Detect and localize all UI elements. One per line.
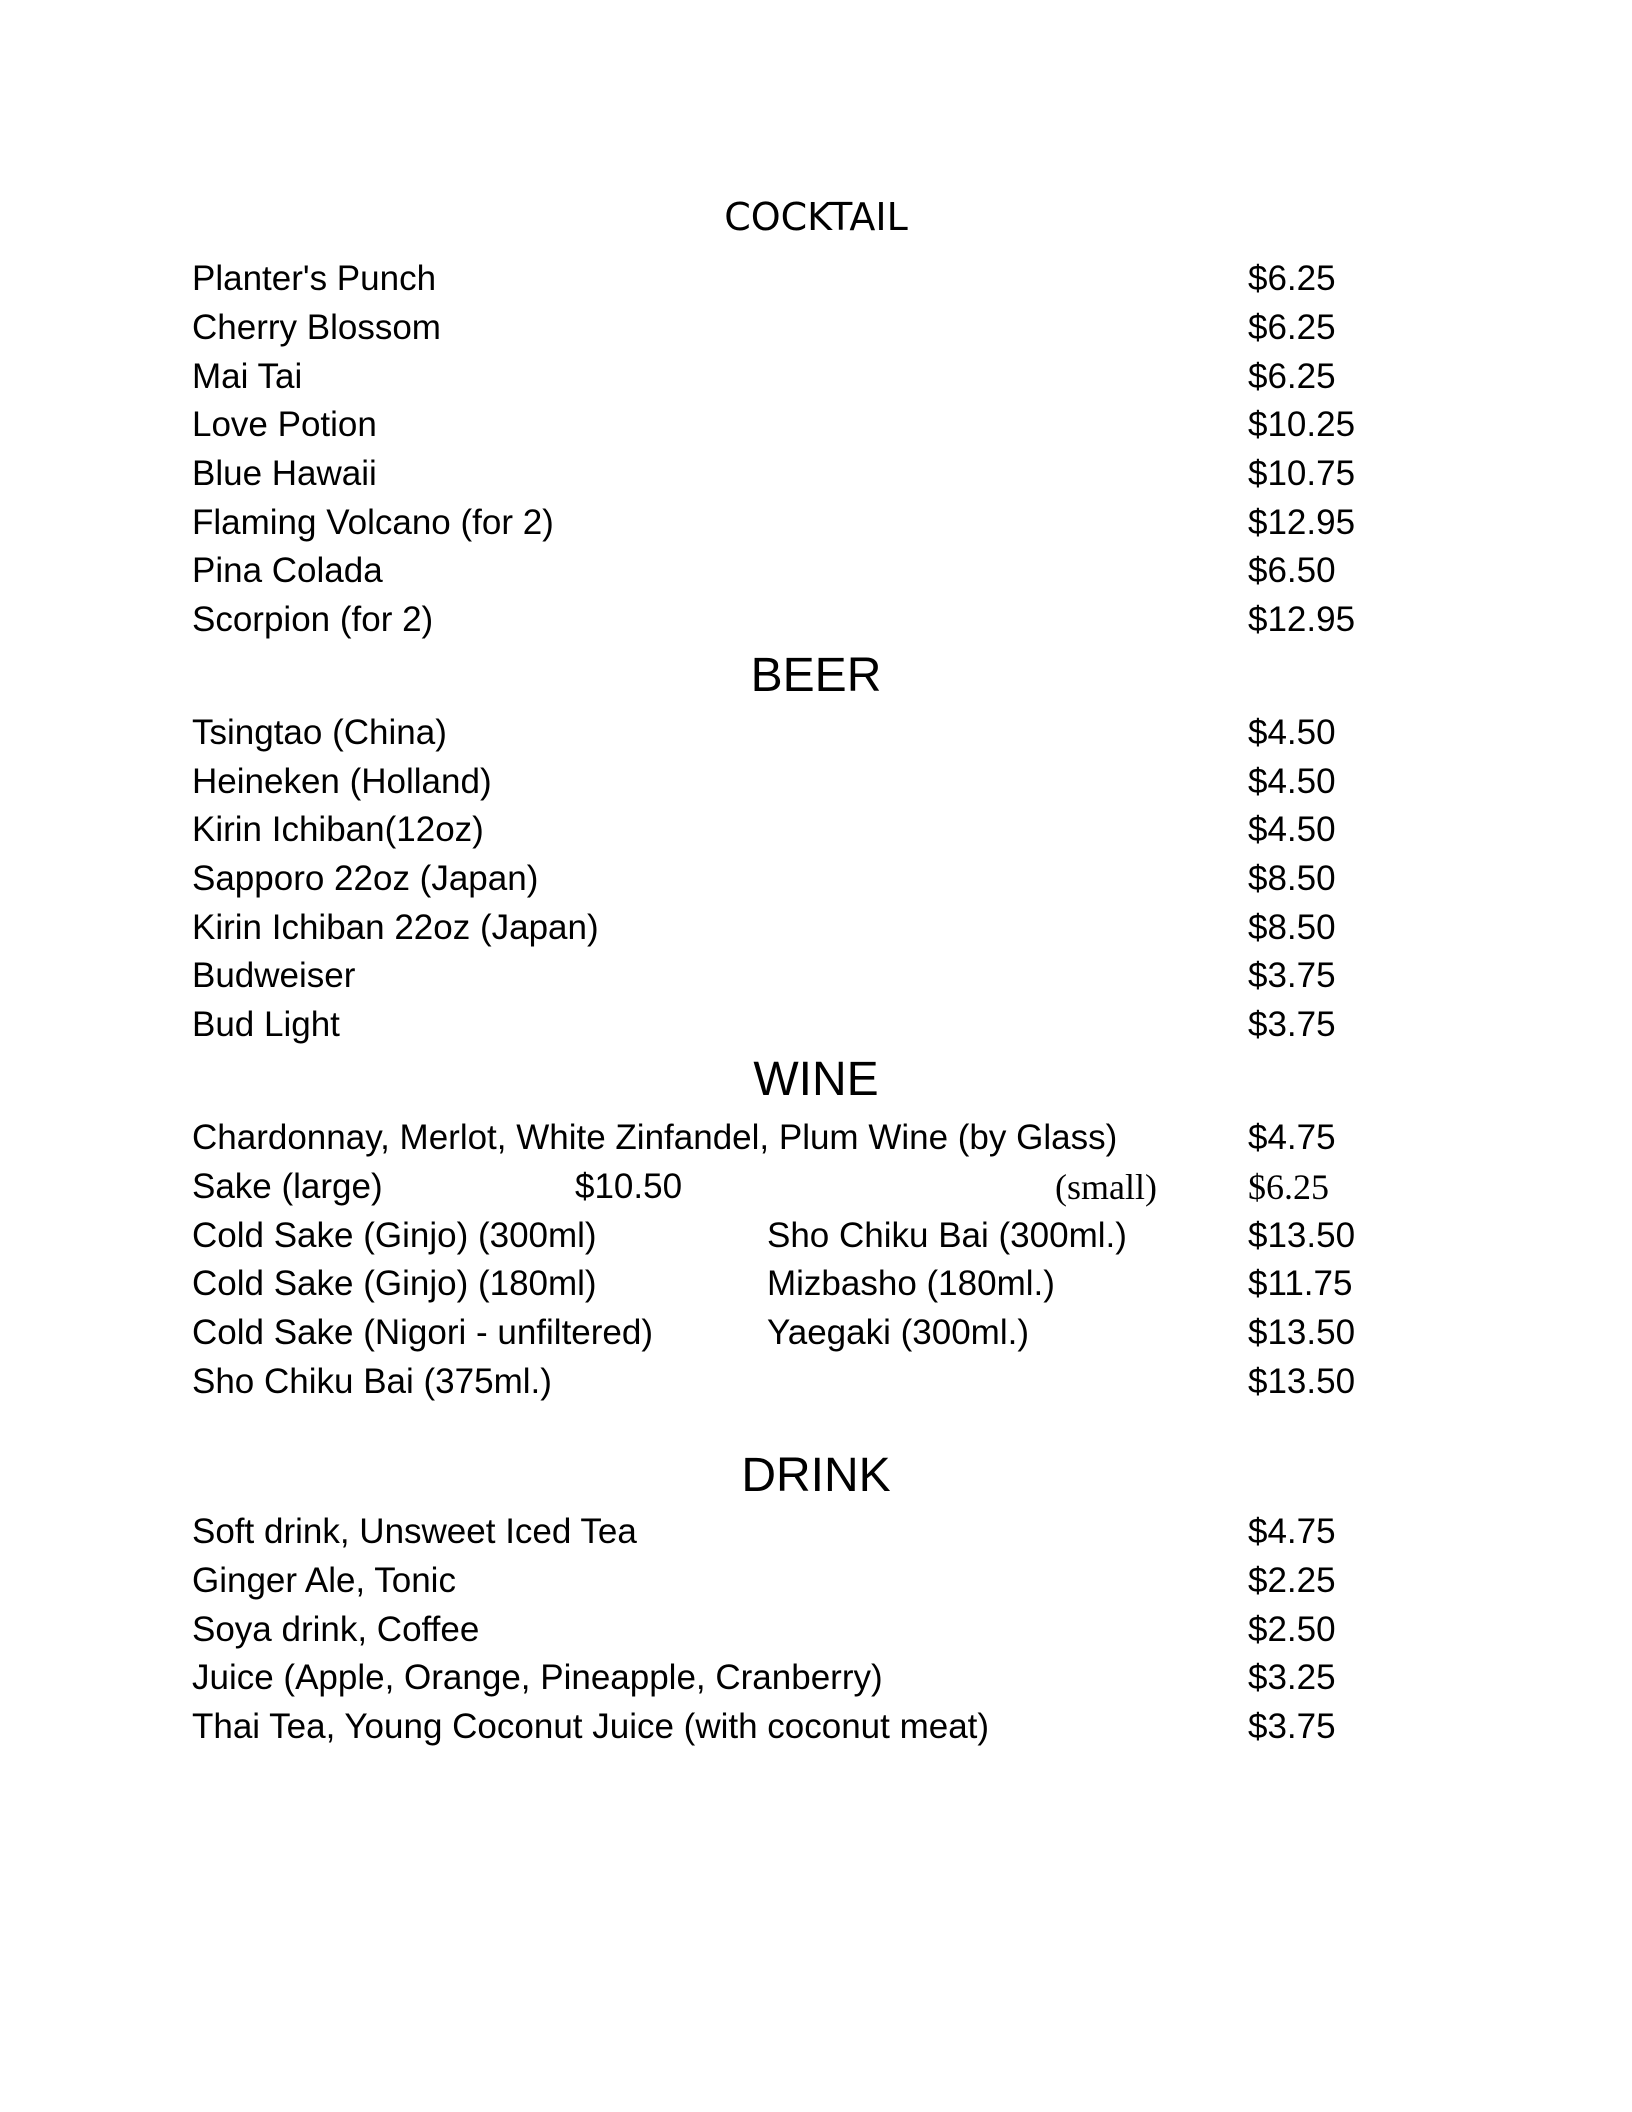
menu-item <box>0 405 1632 445</box>
item-price: $3.25 <box>1248 1658 1336 1697</box>
item-name: Mai Tai <box>192 357 303 396</box>
item-price: $13.50 <box>1248 1216 1356 1255</box>
menu-item <box>0 713 1632 753</box>
cocktail-heading: COCKTAIL <box>724 195 908 239</box>
menu-item <box>0 1216 1632 1256</box>
wine-heading: WINE <box>753 1053 879 1106</box>
item-name: Scorpion (for 2) <box>192 600 434 639</box>
item-name: Kirin Ichiban 22oz (Japan) <box>192 908 599 947</box>
item-name: Chardonnay, Merlot, White Zinfandel, Plum Wine (by Glass) <box>192 1118 1118 1157</box>
menu-item <box>0 503 1632 543</box>
item-name: Cold Sake (Ginjo) (180ml) <box>192 1264 597 1303</box>
item-name: Blue Hawaii <box>192 454 377 493</box>
item-price: $12.95 <box>1248 600 1356 639</box>
item-price: $2.25 <box>1248 1561 1336 1600</box>
item-price: $6.50 <box>1248 551 1336 590</box>
item-price: $4.50 <box>1248 762 1336 801</box>
menu-item <box>0 1610 1632 1650</box>
item-price: $11.75 <box>1248 1264 1353 1303</box>
menu-item <box>0 454 1632 494</box>
item-name-secondary: Mizbasho (180ml.) <box>767 1264 1055 1303</box>
item-price: $6.25 <box>1248 357 1336 396</box>
item-price: $12.95 <box>1248 503 1356 542</box>
sake-large-label: Sake (large) <box>192 1167 383 1206</box>
item-name: Ginger Ale, Tonic <box>192 1561 456 1600</box>
item-price: $13.50 <box>1248 1313 1356 1352</box>
menu-item <box>0 762 1632 802</box>
item-name: Kirin Ichiban(12oz) <box>192 810 484 849</box>
item-price: $4.75 <box>1248 1512 1336 1551</box>
beer-heading: BEER <box>750 649 882 702</box>
item-name: Thai Tea, Young Coconut Juice (with coconut meat) <box>192 1707 990 1746</box>
item-name: Heineken (Holland) <box>192 762 492 801</box>
drink-heading: DRINK <box>741 1449 891 1502</box>
item-name: Bud Light <box>192 1005 340 1044</box>
item-name: Cherry Blossom <box>192 308 441 347</box>
menu-item <box>0 551 1632 591</box>
menu-item <box>0 956 1632 996</box>
menu-item <box>0 1707 1632 1747</box>
item-price: $13.50 <box>1248 1362 1356 1401</box>
menu-item <box>0 308 1632 348</box>
item-price: $10.25 <box>1248 405 1356 444</box>
item-name: Love Potion <box>192 405 377 444</box>
item-name: Cold Sake (Ginjo) (300ml) <box>192 1216 597 1255</box>
item-price: $8.50 <box>1248 908 1336 947</box>
menu-item <box>0 1005 1632 1045</box>
item-name: Flaming Volcano (for 2) <box>192 503 554 542</box>
item-name: Juice (Apple, Orange, Pineapple, Cranberry) <box>192 1658 883 1697</box>
item-name: Pina Colada <box>192 551 383 590</box>
menu-item <box>0 1561 1632 1601</box>
menu-item <box>0 810 1632 850</box>
item-name: Budweiser <box>192 956 356 995</box>
item-name: Planter's Punch <box>192 259 437 298</box>
item-price: $10.75 <box>1248 454 1356 493</box>
sake-small-label: (small) <box>1055 1167 1157 1207</box>
menu-item <box>0 600 1632 640</box>
item-price: $6.25 <box>1248 259 1336 298</box>
menu-item <box>0 859 1632 899</box>
item-name: Tsingtao (China) <box>192 713 447 752</box>
item-price: $3.75 <box>1248 956 1336 995</box>
sake-small-price: $6.25 <box>1248 1167 1329 1207</box>
menu-item <box>0 1512 1632 1552</box>
menu-item <box>0 1658 1632 1698</box>
item-name: Soft drink, Unsweet Iced Tea <box>192 1512 637 1551</box>
item-name-secondary: Yaegaki (300ml.) <box>767 1313 1029 1352</box>
item-price: $4.75 <box>1248 1118 1336 1157</box>
item-name: Sho Chiku Bai (375ml.) <box>192 1362 552 1401</box>
item-price: $2.50 <box>1248 1610 1336 1649</box>
menu-item <box>0 1362 1632 1402</box>
item-price: $3.75 <box>1248 1005 1336 1044</box>
item-name: Sapporo 22oz (Japan) <box>192 859 539 898</box>
item-price: $4.50 <box>1248 810 1336 849</box>
item-price: $6.25 <box>1248 308 1336 347</box>
item-price: $8.50 <box>1248 859 1336 898</box>
menu-item-sake <box>0 1167 1632 1207</box>
menu-item <box>0 1313 1632 1353</box>
item-price: $3.75 <box>1248 1707 1336 1746</box>
item-name: Cold Sake (Nigori - unfiltered) <box>192 1313 654 1352</box>
menu-item <box>0 908 1632 948</box>
item-name: Soya drink, Coffee <box>192 1610 480 1649</box>
menu-item <box>0 259 1632 299</box>
menu-item <box>0 357 1632 397</box>
menu-item <box>0 1118 1632 1158</box>
item-name-secondary: Sho Chiku Bai (300ml.) <box>767 1216 1127 1255</box>
sake-large-price: $10.50 <box>575 1167 683 1206</box>
item-price: $4.50 <box>1248 713 1336 752</box>
menu-item <box>0 1264 1632 1304</box>
